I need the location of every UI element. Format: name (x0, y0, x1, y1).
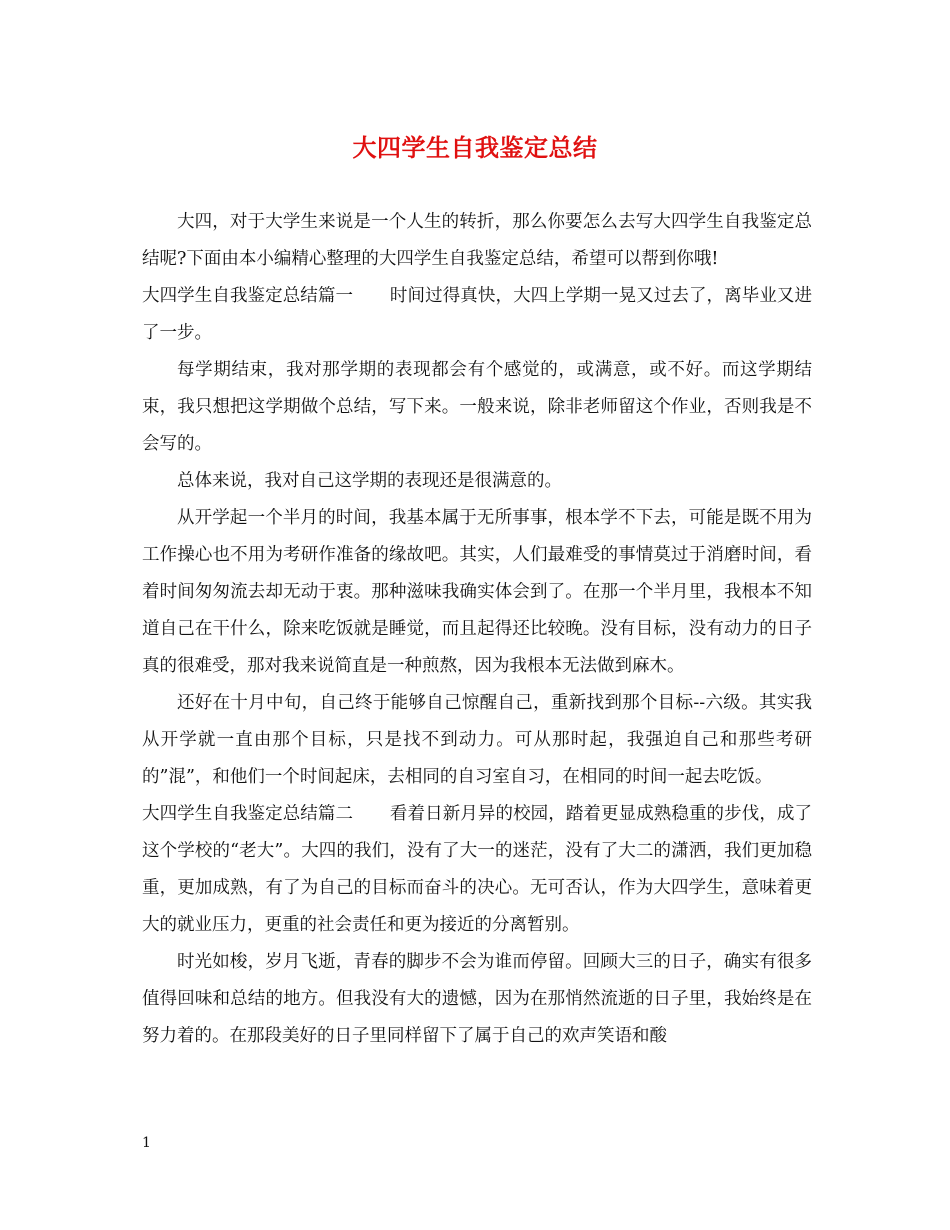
section-one-heading: 大四学生自我鉴定总结篇一 (142, 286, 354, 306)
paragraph-section-two (142, 796, 812, 944)
page-number: 1 (142, 1135, 151, 1151)
paragraph-time-flies: 时光如梭，岁月飞逝，青春的脚步不会为谁而停留。回顾大三的日子，确实有很多值得回味和总结的地方。但我没有大的遗憾，因为在那悄然流逝的日子里，我始终是在努力着的。在那段美好的日子里同样留下了属于自己的欢声笑语和酸 (142, 952, 812, 1046)
section-two-text: 看着日新月异的校园，踏着更显成熟稳重的步伐，成了这个学校的“老大”。大四的我们，没有了大一的迷茫，没有了大二的潇洒，我们更加稳重，更加成熟，有了为自己的目标而奋斗的决心。无可否认，作为大四学生，意味着更大的就业压力，更重的社会责任和更为接近的分离暂别。 (142, 804, 813, 935)
paragraph-section-one (142, 278, 812, 352)
paragraph-semester-end: 每学期结束，我对那学期的表现都会有个感觉的，或满意，或不好。而这学期结束，我只想把这学期做个总结，写下来。一般来说，除非老师留这个作业，否则我是不会写的。 (142, 360, 812, 454)
document-title: 大四学生自我鉴定总结 (352, 134, 598, 162)
paragraph-overall: 总体来说，我对自己这学期的表现还是很满意的。 (177, 471, 562, 491)
paragraph-mid-october: 还好在十月中旬，自己终于能够自己惊醒自己，重新找到那个目标--六级。其实我从开学就一直由那个目标，只是找不到动力。可从那时起，我强迫自己和那些考研的”混”，和他们一个时间起床，去相同的自习室自习，在相同的时间一起去吃饭。 (142, 693, 812, 787)
paragraph-intro: 大四，对于大学生来说是一个人生的转折，那么你要怎么去写大四学生自我鉴定总结呢?下面由本小编精心整理的大四学生自我鉴定总结，希望可以帮到你哦! (142, 212, 812, 269)
document-body (142, 204, 812, 1055)
paragraph-first-weeks: 从开学起一个半月的时间，我基本属于无所事事，根本学不下去，可能是既不用为工作操心也不用为考研作准备的缘故吧。其实，人们最难受的事情莫过于消磨时间，看着时间匆匆流去却无动于衷。那种滋味我确实体会到了。在那一个半月里，我根本不知道自己在干什么，除来吃饭就是睡觉，而且起得还比较晚。没有目标，没有动力的日子真的很难受，那对我来说简直是一种煎熬，因为我根本无法做到麻木。 (142, 508, 812, 676)
section-one-text: 时间过得真快，大四上学期一晃又过去了，离毕业又进了一步。 (142, 286, 813, 343)
section-two-heading: 大四学生自我鉴定总结篇二 (142, 804, 354, 824)
